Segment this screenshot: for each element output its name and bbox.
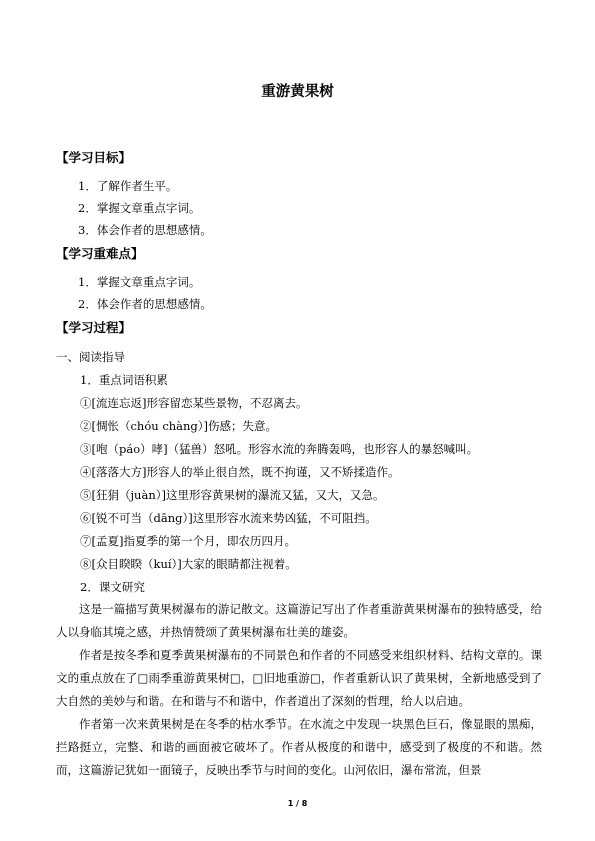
part-heading: 一、阅读指导 [56, 350, 125, 364]
vocab-item: ③[咆（páo）哮]（猛兽）怒吼。形容水流的奔腾轰鸣，也形容人的暴怒喊叫。 [80, 442, 479, 456]
key-point-item: 1．掌握文章重点字词。 [78, 275, 201, 289]
page-title: 重游黄果树 [261, 84, 334, 100]
goal-item: 2．掌握文章重点字词。 [78, 201, 201, 215]
body-paragraph: 作者第一次来黄果树是在冬季的枯水季节。在水流之中发现一块黑色巨石，像显眼的黑痴，拦路挺立，完整、和谐的画面被它破坏了。作者从极度的和谐中，感受到了极度的不和谐。然而，这篇游记犹如一面镜子，反映出季节与时间的变化。山河依旧，瀑布常流，但景 [56, 717, 542, 777]
key-points-heading: 【学习重难点】 [56, 246, 144, 261]
process-heading: 【学习过程】 [56, 320, 132, 335]
goal-item: 3．体会作者的思想感情。 [78, 223, 212, 237]
body-paragraph: 作者是按冬季和夏季黄果树瀑布的不同景色和作者的不同感受来组织材料、结构文章的。课文的重点放在了□雨季重游黄果树□，□旧地重游□，作者重新认识了黄果树，全新地感受到了大自然的美妙与和谐。在和谐与不和谐中，作者道出了深刻的哲理，给人以启迪。 [56, 648, 542, 708]
key-point-item: 2．体会作者的思想感情。 [78, 297, 212, 311]
vocab-item: ⑧[众目睽睽（kuí）]大家的眼睛都注视着。 [80, 557, 297, 571]
vocab-item: ⑥[锐不可当（dāng）]这里形容水流来势凶猛，不可阻挡。 [80, 511, 377, 525]
vocab-item: ⑤[狂狷（juàn）]这里形容黄果树的瀑流又猛，又大，又急。 [80, 488, 385, 502]
subsection-heading: 2．课文研究 [80, 580, 145, 594]
subsection-heading: 1．重点词语积累 [80, 373, 168, 387]
vocab-item: ⑦[孟夏]指夏季的第一个月，即农历四月。 [80, 534, 296, 548]
vocab-item: ①[流连忘返]形容留恋某些景物，不忍离去。 [80, 396, 308, 410]
body-paragraph: 这是一篇描写黄果树瀑布的游记散文。这篇游记写出了作者重游黄果树瀑布的独特感受，给人以身临其境之感，并热情赞颂了黄果树瀑布壮美的雄姿。 [56, 602, 542, 639]
vocab-item: ④[落落大方]形容人的举止很自然，既不拘谨，又不矫揉造作。 [80, 465, 400, 479]
goals-heading: 【学习目标】 [56, 150, 132, 165]
vocab-item: ②[惆怅（chóu chàng）]伤感；失意。 [80, 419, 278, 433]
page-number: 1 / 8 [287, 799, 308, 808]
goal-item: 1．了解作者生平。 [78, 179, 178, 193]
